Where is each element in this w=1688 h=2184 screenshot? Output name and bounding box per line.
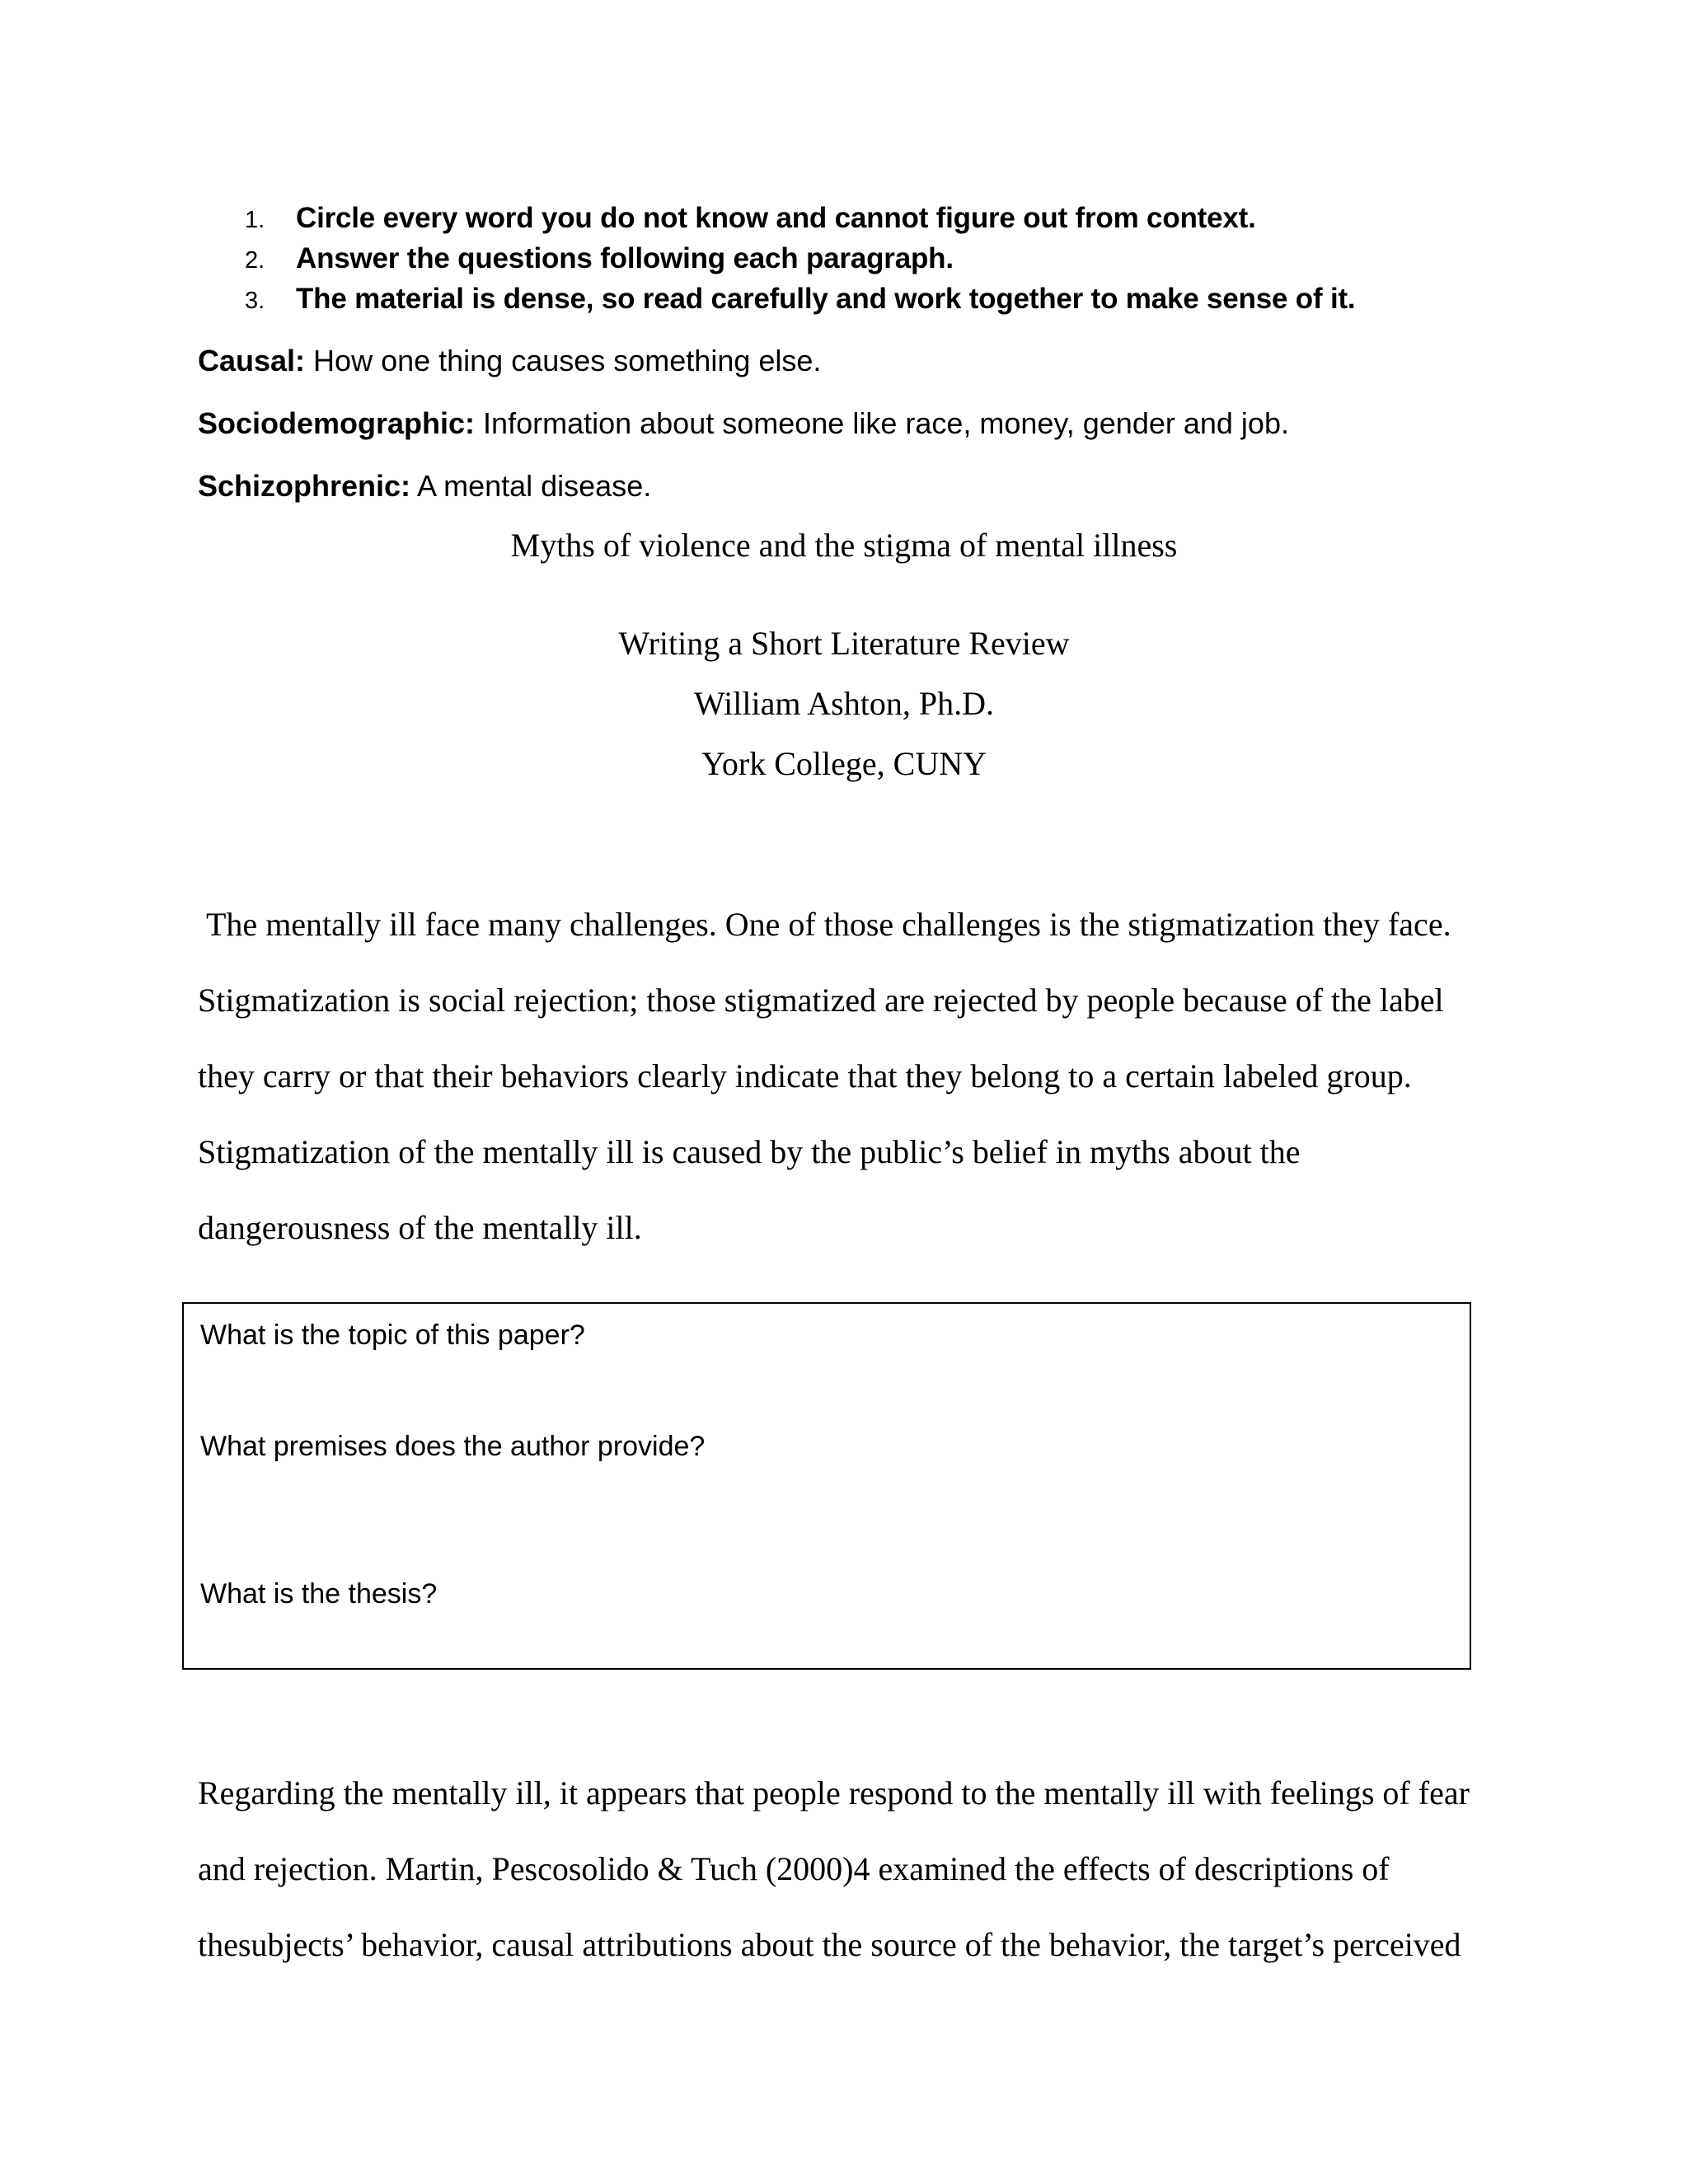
article-title: Myths of violence and the stigma of mental illness	[510, 527, 1178, 564]
definition-text: A mental disease.	[410, 469, 652, 503]
definition-term: Sociodemographic:	[198, 406, 476, 440]
body-paragraph-2: Regarding the mentally ill, it appears that people respond to the mentally ill with feelings of fear and rejection. Martin, Pescosolido & Tuch (2000)4 examined the effects of descriptions of thesubjects’ behavior, causal attributions about the source of the behavior, the target’s perceived	[198, 1774, 1470, 1963]
body-paragraph-1: The mentally ill face many challenges. One of those challenges is the stigmatization they face. Stigmatization is social rejection; those stigmatized are rejected by people because of the label they carry or that their behaviors clearly indicate that they belong to a certain labeled group. Stigmatization of the mentally ill is caused by the public’s belief in myths about the dangerousness of the mentally ill.	[198, 906, 1451, 1246]
question-thesis: What is the thesis?	[200, 1578, 438, 1610]
instruction-text: The material is dense, so read carefully and work together to make sense of it.	[296, 283, 1356, 315]
instruction-text: Answer the questions following each paragraph.	[296, 242, 954, 274]
instruction-number: 2.	[245, 247, 265, 274]
definition-text: How one thing causes something else.	[305, 344, 822, 377]
instruction-item	[245, 198, 1355, 238]
definition-sociodemographic	[198, 403, 1517, 466]
instruction-number: 3.	[245, 288, 265, 314]
question-premises: What premises does the author provide?	[200, 1431, 706, 1462]
instructions-list	[245, 198, 1355, 319]
definition-term: Schizophrenic:	[198, 469, 411, 503]
definition-schizophrenic	[198, 466, 1517, 528]
definition-term: Causal:	[198, 344, 306, 377]
definition-causal	[198, 340, 1517, 403]
vocabulary-definitions	[198, 340, 1517, 528]
definition-text: Information about someone like race, money, gender and job.	[475, 406, 1289, 440]
instruction-number: 1.	[245, 207, 265, 233]
article-subtitle: Writing a Short Literature Review	[618, 625, 1070, 662]
article-institution: York College, CUNY	[701, 745, 987, 782]
article-author: William Ashton, Ph.D.	[694, 685, 994, 722]
instruction-item	[245, 238, 1355, 279]
question-topic: What is the topic of this paper?	[200, 1319, 585, 1351]
instruction-item	[245, 279, 1355, 319]
instruction-text: Circle every word you do not know and cannot figure out from context.	[296, 202, 1256, 234]
question-box	[182, 1302, 1471, 1670]
